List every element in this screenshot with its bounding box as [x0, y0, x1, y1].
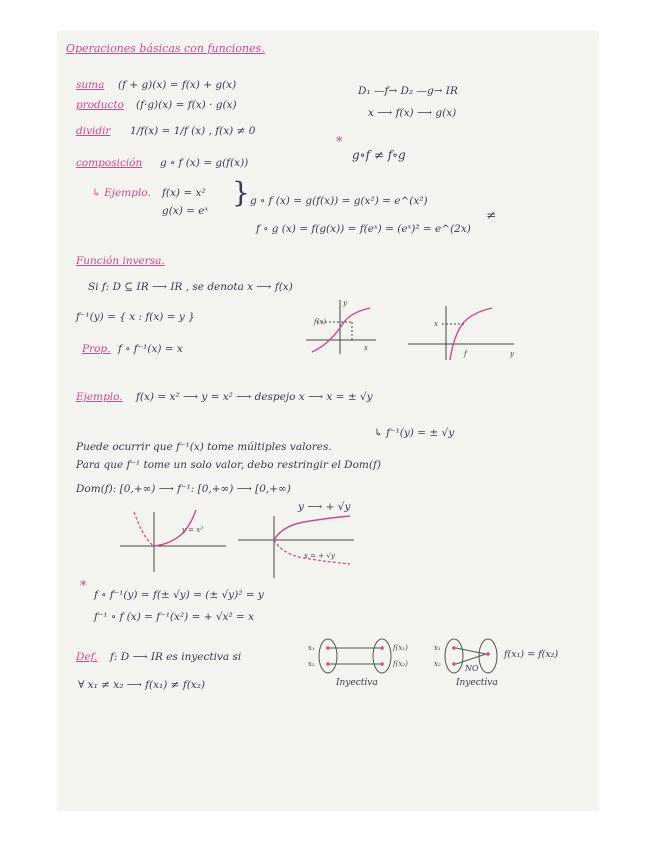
- page-title: Operaciones básicas con funciones.: [66, 42, 265, 55]
- not-injective-caption: Inyectiva: [456, 678, 498, 688]
- injective-diagram: [306, 636, 412, 676]
- injective-def: f: D ⟶ IR es inyectiva si: [110, 651, 242, 663]
- injective-condition: ∀ x₁ ≠ x₂ ⟶ f(x₁) ≠ f(x₂): [78, 679, 206, 691]
- def-label: Def.: [76, 651, 98, 663]
- verify-line2: f⁻¹ ∘ f (x) = f⁻¹(x²) = + √x² = x: [94, 611, 255, 623]
- codomain-set: [373, 639, 391, 673]
- sqrt-curve-upper: [274, 516, 350, 540]
- parabola-graph: [120, 508, 230, 576]
- example1-gof: g ∘ f (x) = g(f(x)) = g(x²) = e^(x²): [250, 195, 428, 207]
- inverse-curve: [450, 308, 492, 360]
- example2-line5: Dom(f): [0,+∞) ⟶ f⁻¹: [0,+∞) ⟶ [0,+∞): [76, 483, 291, 495]
- prop-text: f ∘ f⁻¹(x) = x: [118, 343, 183, 355]
- graph3-label: y = x²: [182, 526, 204, 534]
- prop-label: Prop.: [82, 343, 111, 355]
- noncommute-note: g∘f ≠ f∘g: [352, 148, 406, 162]
- not-label: NO: [465, 664, 479, 673]
- verify-line1: f ∘ f⁻¹(y) = f(± √y) = (± √y)² = y: [94, 589, 264, 601]
- brace-icon: }: [232, 176, 250, 209]
- parabola-left-dashed: [134, 512, 154, 546]
- label-fx1: f(x₁): [393, 644, 408, 652]
- example2-line4: Para que f⁻¹ tome un solo valor, debo restringir el Dom(f): [76, 459, 381, 471]
- domain-set: [445, 639, 463, 673]
- example2-label: Ejemplo.: [76, 391, 123, 403]
- op-label-composicion: composición: [76, 157, 143, 169]
- star-icon: *: [80, 579, 87, 594]
- op-expr-composicion: g ∘ f (x) = g(f(x)): [160, 157, 249, 169]
- function-graph: [300, 296, 380, 358]
- graph1-y-label: y: [343, 299, 347, 307]
- op-label-suma: suma: [76, 79, 105, 91]
- inverse-graph: [406, 304, 518, 362]
- graph1-x-label: x: [364, 344, 368, 352]
- domain-set: [319, 639, 337, 673]
- example2-line3: Puede ocurrir que f⁻¹(x) tome múltiples valores.: [76, 441, 332, 453]
- example1-fx: f(x) = x²: [162, 187, 206, 199]
- graph1-fx-label: f(x): [314, 318, 327, 326]
- inverse-def: Si f: D ⊆ IR ⟶ IR , se denota x ⟶ f(x): [88, 281, 293, 293]
- codomain-set: [479, 639, 497, 673]
- example2-line1: f(x) = x² ⟶ y = x² ⟶ despejo x ⟶ x = ± √y: [136, 391, 373, 403]
- sqrt-graph: [238, 514, 362, 580]
- example1-gx: g(x) = eˣ: [162, 205, 209, 217]
- inverse-set: f⁻¹(y) = { x : f(x) = y }: [76, 311, 195, 323]
- op-label-dividir: dividir: [76, 125, 111, 137]
- map-arrow: [456, 648, 486, 654]
- label-x2: x₂: [434, 660, 441, 668]
- composition-diagram-bottom: x ⟶ f(x) ⟶ g(x): [368, 107, 457, 119]
- label-x2: x₂: [308, 660, 315, 668]
- label-fx2: f(x₂): [393, 660, 408, 668]
- graph2-y-label: y: [510, 350, 514, 358]
- op-label-producto: producto: [76, 99, 124, 111]
- injective-caption: Inyectiva: [336, 678, 378, 688]
- example2-line6: y ⟶ + √y: [298, 501, 351, 513]
- example2-line2: ↳ f⁻¹(y) = ± √y: [374, 427, 455, 439]
- example1-label: ↳ Ejemplo.: [92, 187, 151, 199]
- example1-neq: ≠: [486, 208, 497, 222]
- graph2-x-label: x: [434, 320, 438, 328]
- function-curve: [312, 308, 370, 352]
- example1-fog: f ∘ g (x) = f(g(x)) = f(eˣ) = (eˣ)² = e^(2x): [256, 223, 471, 235]
- label-x1: x₁: [434, 644, 441, 652]
- graph2-f-label: f: [464, 350, 467, 358]
- equal-images: f(x₁) = f(x₂): [504, 649, 559, 660]
- graph4-label: x = + √y: [304, 552, 335, 560]
- notebook-page: [58, 32, 598, 810]
- label-x1: x₁: [308, 644, 315, 652]
- op-expr-dividir: 1/f(x) = 1/f (x) , f(x) ≠ 0: [130, 125, 256, 137]
- inverse-title: Función inversa.: [76, 255, 165, 267]
- composition-diagram-top: D₁ —f→ D₂ —g→ IR: [358, 85, 458, 97]
- star-icon: *: [336, 135, 343, 150]
- op-expr-producto: (f·g)(x) = f(x) · g(x): [136, 99, 237, 111]
- op-expr-suma: (f + g)(x) = f(x) + g(x): [118, 79, 237, 91]
